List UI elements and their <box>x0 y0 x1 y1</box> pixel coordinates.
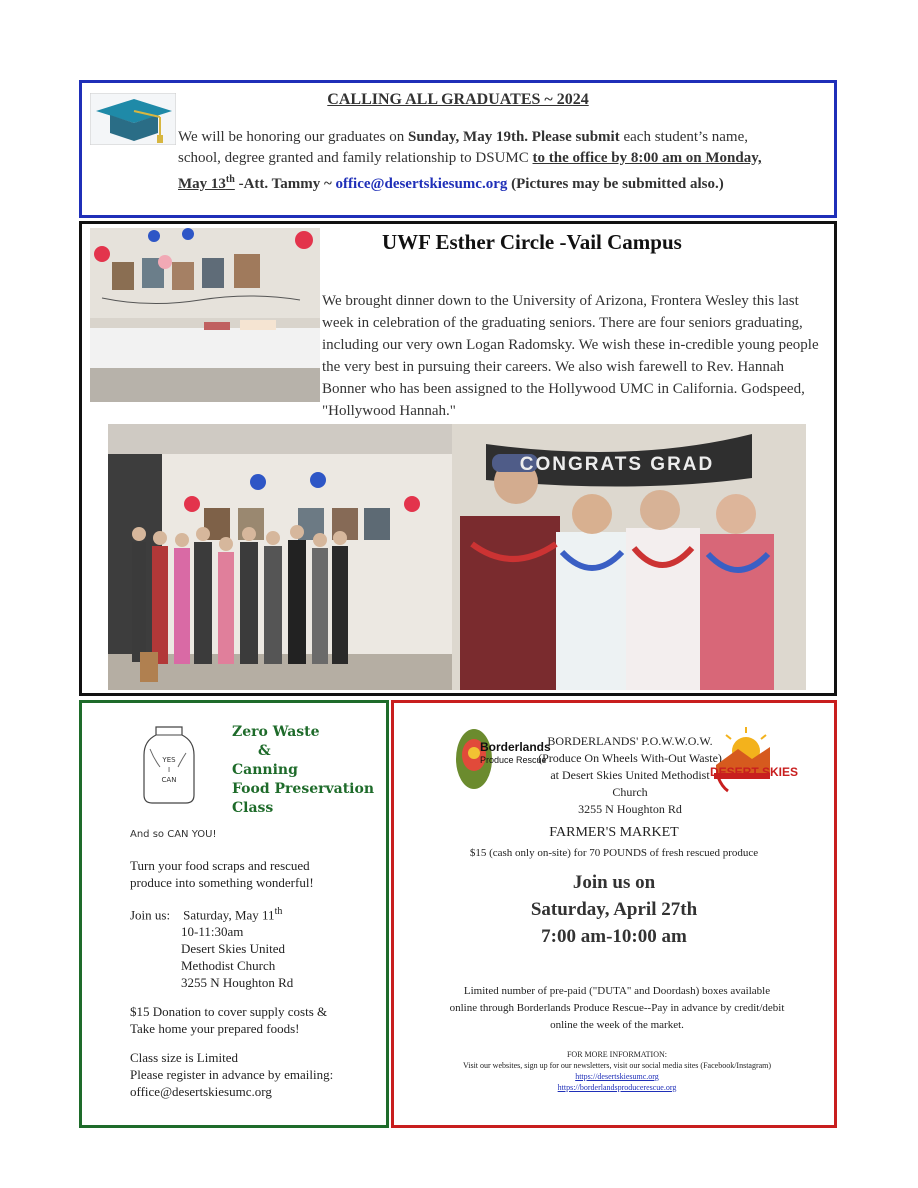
borderlands-website-link[interactable]: https://borderlandsproducerescue.org <box>557 1083 677 1092</box>
farmers-market-title: FARMER'S MARKET <box>549 825 679 840</box>
borderlands-section <box>391 700 837 1128</box>
graduates-section <box>79 80 837 218</box>
uwf-section <box>79 221 837 696</box>
desert-skies-logo-icon <box>712 725 772 795</box>
more-information: FOR MORE INFORMATION: Visit our websites, sign up for our newsletters, visit our social media sites (Facebook/Instagram) https://desertskiesumc.org https://borderlandsproducerescue.org <box>454 1049 780 1093</box>
uwf-body: We brought dinner down to the University of Arizona, Frontera Wesley this last week in celebration of the graduating seniors. There are four seniors graduating, including our very own Logan Radomsky. We wish these in-credible young people the very best in pursuing their careers. We also wish farewell to Rev. Hannah Bonner who has been assigned to the Hollywood UMC in California. Godspeed, "Hollywood Hannah." <box>322 293 819 419</box>
zero-waste-details: Turn your food scraps and rescued produce into something wonderful! Join us: Saturday, May 11th 10-11:30am Desert Skies United Methodist Church 3255 N Houghton Rd $15 Donation to cover supply costs & Take home your prepared foods! Class size is Limited Please register in advance by emailing: office@desertskiesumc.org <box>130 857 380 1112</box>
group-photo <box>108 424 452 690</box>
graduates-body: We will be honoring our graduates on Sunday, May 19th. Please submit each student’s name, school, degree granted and family relationship to DSUMC to the office by 8:00 am on Monday, May 13th -Att. Tammy ~ office@desertskiesumc.org (Pictures may be submitted also.) <box>178 129 762 192</box>
congrats-banner-text: CONGRATS GRAD <box>519 454 715 475</box>
graduates-title: CALLING ALL GRADUATES ~ 2024 <box>327 91 589 108</box>
desert-skies-website-link[interactable]: https://desertskiesumc.org <box>575 1072 659 1081</box>
farmers-market-date: Join us on Saturday, April 27th 7:00 am-10:00 am <box>530 872 698 947</box>
uwf-title: UWF Esther Circle -Vail Campus <box>382 230 682 254</box>
zero-waste-section <box>79 700 389 1128</box>
banquet-table-photo <box>90 228 320 402</box>
prepaid-boxes-note: Limited number of pre-paid ("DUTA" and Doordash) boxes available online through Borderlands Produce Rescue--Pay in advance by credit/debit online the week of the market. <box>449 985 785 1031</box>
jar-text: YES I CAN <box>161 756 177 784</box>
borderlands-logo-text: Borderlands Produce Rescue <box>480 740 551 765</box>
borderlands-info: BORDERLANDS' P.O.W.W.O.W. (Produce On Wheels With-Out Waste) at Desert Skies United Methodist Church 3255 N Houghton Rd <box>538 734 722 816</box>
zero-waste-email-link[interactable]: office@desertskiesumc.org <box>130 1084 272 1100</box>
congrats-grads-photo <box>452 424 806 690</box>
farmers-market-price: $15 (cash only on-site) for 70 POUNDS of fresh rescued produce <box>469 847 759 859</box>
zero-waste-tagline: And so CAN YOU! <box>130 829 217 840</box>
desert-skies-logo-text: DESERT SKIES <box>710 765 799 779</box>
zero-waste-title: Zero Waste & Canning Food Preservation Class <box>232 724 374 816</box>
graduates-email-link[interactable]: office@desertskiesumc.org <box>335 176 508 192</box>
